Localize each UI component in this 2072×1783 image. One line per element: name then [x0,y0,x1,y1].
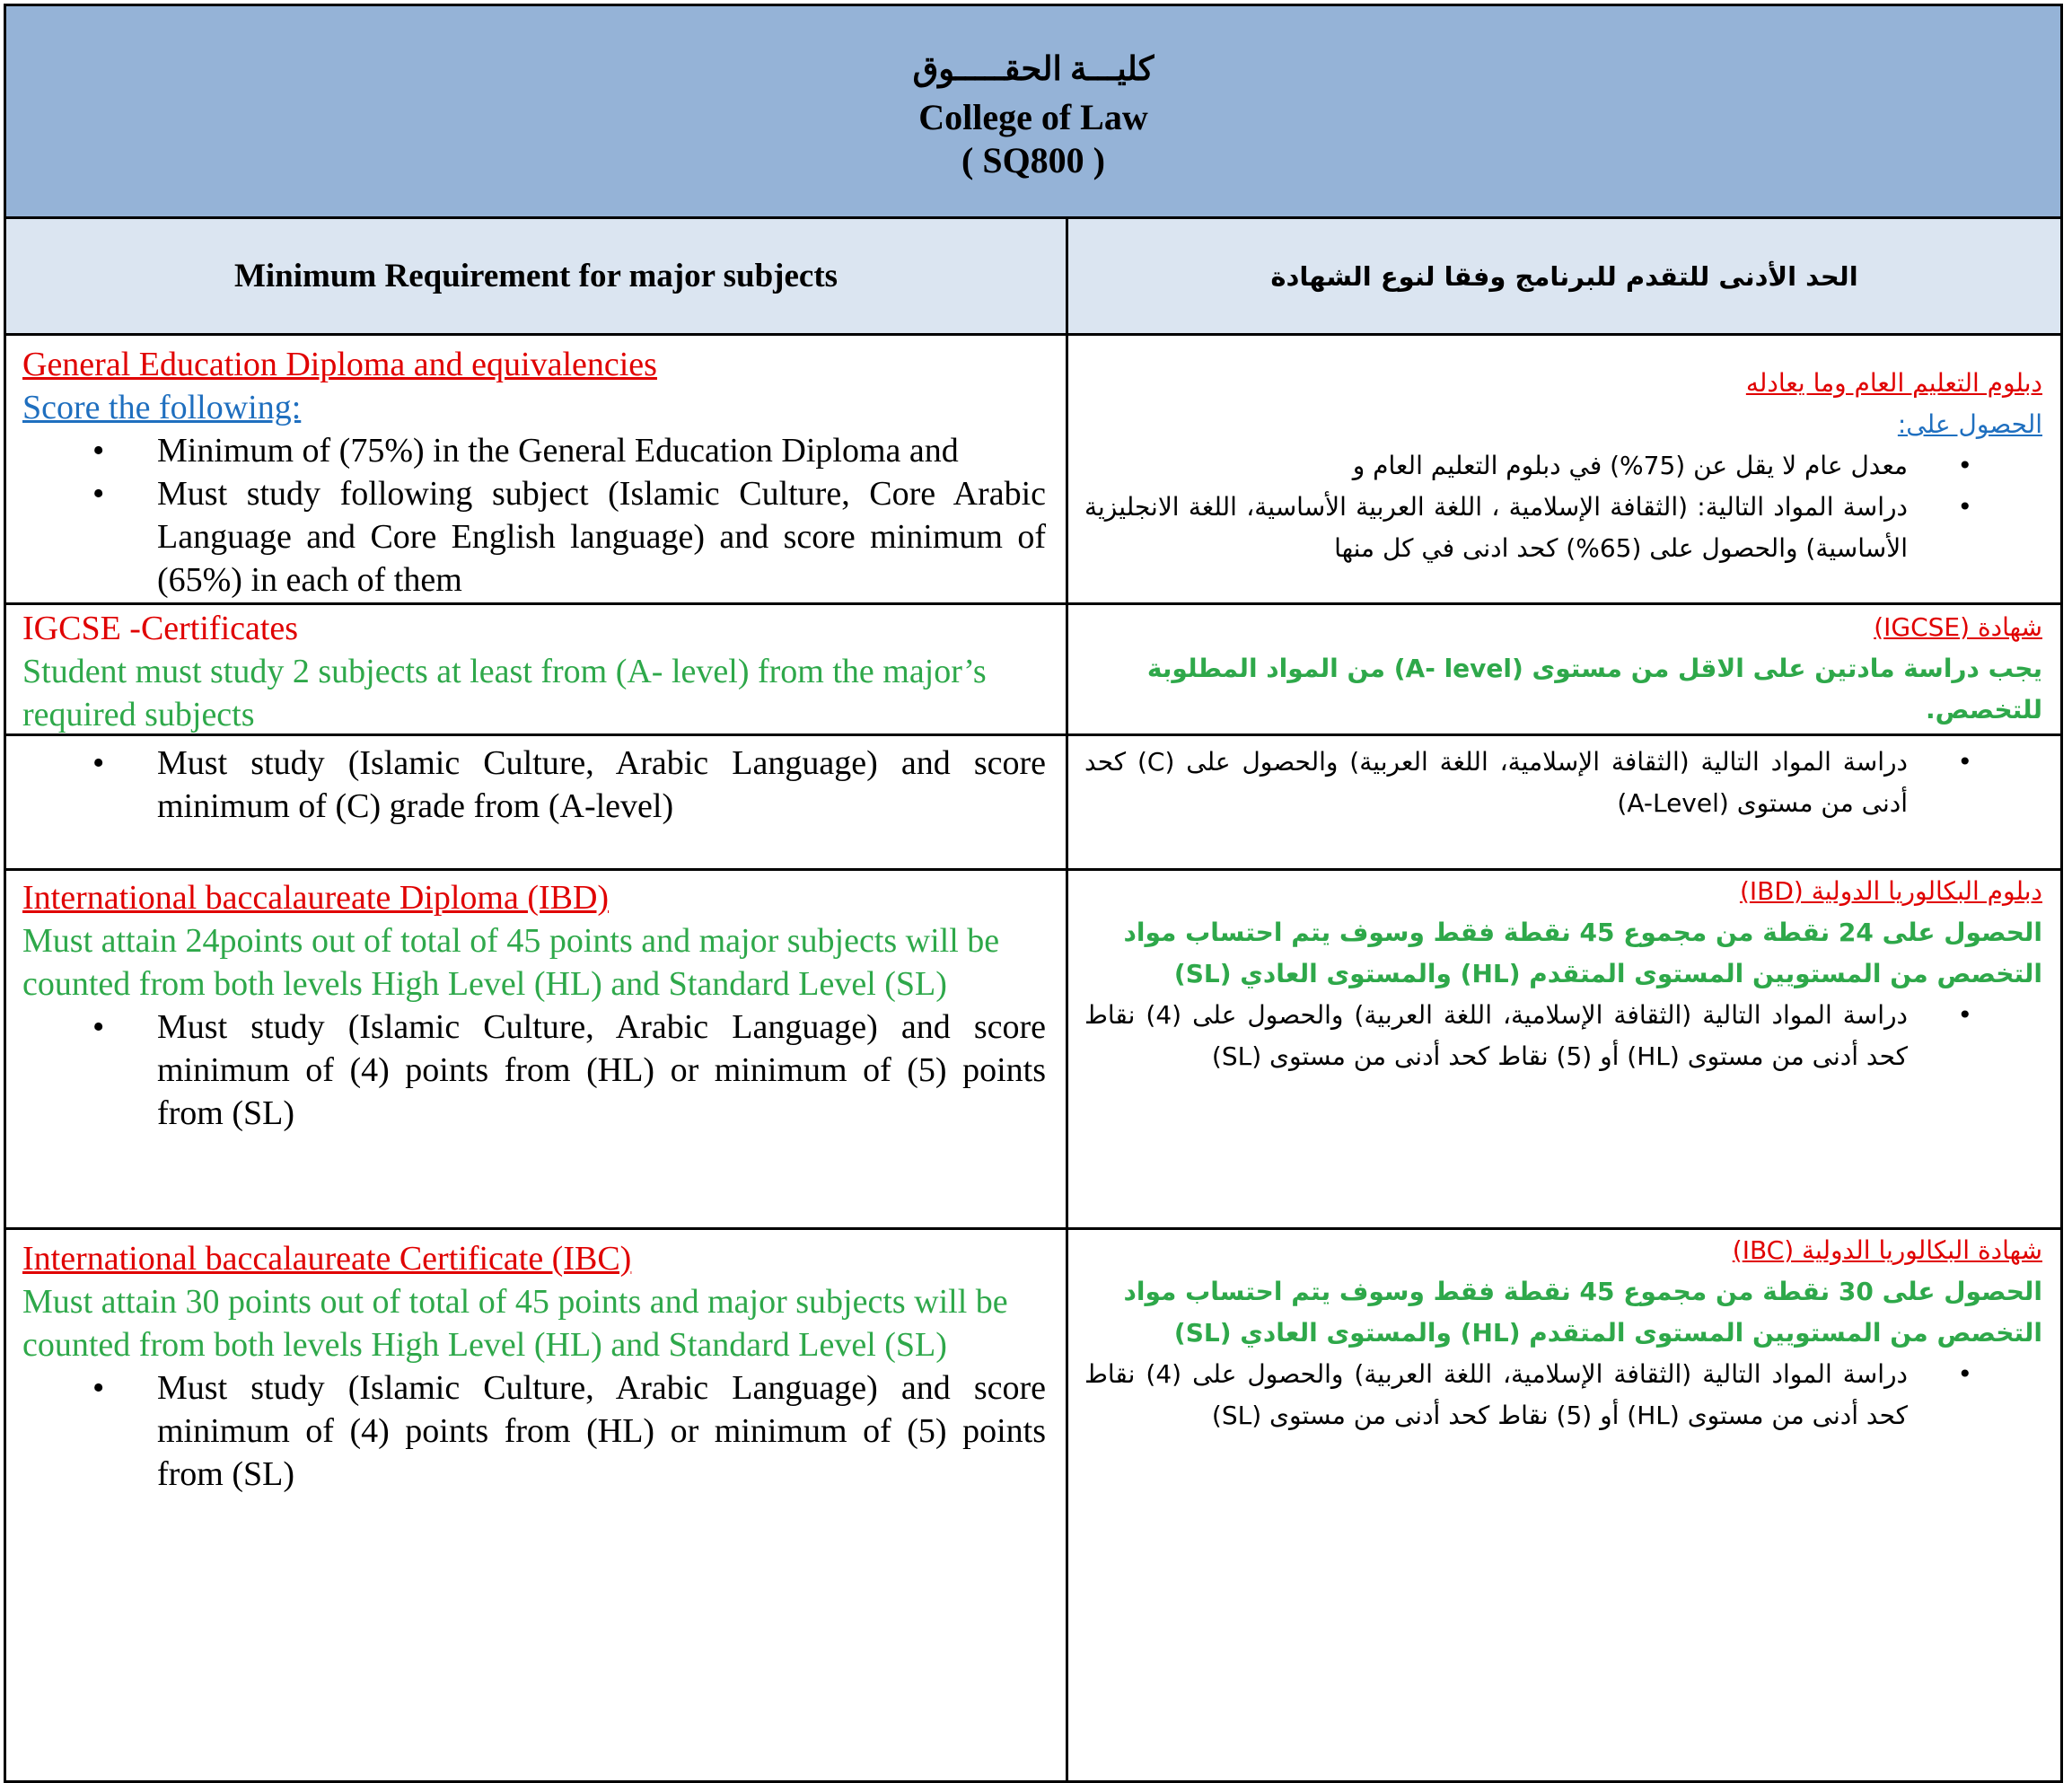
row-arabic-cell [1068,1230,2060,1780]
list-item: • Must study (Islamic Culture, Arabic Language) and score minimum of (C) grade from (A-level) [157,742,1046,828]
row-body: Must attain 30 points out of total of 45 points and major subjects will be counted from both levels High Level (HL) and Standard Level (SL) [22,1283,1008,1364]
bullet-list [22,742,1046,828]
bullet-list-arabic [1084,742,2042,824]
row-heading: General Education Diploma and equivalencies [22,346,657,383]
row-english-cell [6,736,1068,868]
list-item: • دراسة المواد التالية (الثقافة الإسلامية، اللغة العربية) والحصول على (4) نقاط كحد أدنى من مستوى (HL) أو (5) نقاط كحد أدنى من مستوى (SL) [1084,1354,1908,1436]
list-item: • معدل عام لا يقل عن (75%) في دبلوم التعليم العام و [1084,445,1908,487]
row-body: Student must study 2 subjects at least from (A- level) from the major’s required subjects [22,653,987,733]
row-arabic-cell [1068,605,2060,733]
row-heading-arabic: دبلوم البكالوريا الدولية (IBD) [1739,876,2042,906]
row-body-arabic: الحصول على 30 نقطة من مجموع 45 نقطة فقط وسوف يتم احتساب مواد التخصص من المستويين المستوى المتقدم (HL) والمستوى العادي (SL) [1123,1277,2042,1348]
row-heading-arabic: شهادة (IGCSE) [1874,612,2042,642]
list-item: • Must study (Islamic Culture, Arabic Language) and score minimum of (4) points from (HL) or minimum of (5) points from (SL) [157,1366,1046,1496]
program-code: ( SQ800 ) [961,140,1105,180]
bullet-list-arabic [1084,445,2042,569]
bullet-list-arabic [1084,1354,2042,1436]
row-arabic-cell [1068,871,2060,1227]
page-header [4,4,2063,219]
table-row [4,871,2063,1230]
list-item: • دراسة المواد التالية: (الثقافة الإسلامية ، اللغة العربية الأساسية، اللغة الانجليزية الأساسية) والحصول على (65%) كحد ادنى في كل منها [1084,487,1908,569]
row-heading-arabic: دبلوم التعليم العام وما يعادله [1745,368,2042,398]
bullet-list-arabic [1084,995,2042,1077]
row-body-arabic: يجب دراسة مادتين على الاقل من مستوى (A- level) من المواد المطلوبة للتخصص. [1146,654,2042,725]
bullet-list [22,1006,1046,1135]
row-heading: IGCSE -Certificates [22,610,299,647]
row-arabic-cell [1068,336,2060,602]
list-item: • Minimum of (75%) in the General Education Diploma and [157,429,1046,472]
row-body-arabic: الحصول على 24 نقطة من مجموع 45 نقطة فقط وسوف يتم احتساب مواد التخصص من المستويين المستوى المتقدم (HL) والمستوى العادي (SL) [1123,918,2042,988]
column-header-arabic: الحد الأدنى للتقدم للبرنامج وفقا لنوع الشهادة [1270,260,1858,292]
list-item: • دراسة المواد التالية (الثقافة الإسلامية، اللغة العربية) والحصول على (C) كحد أدنى من مستوى (A-Level) [1084,742,1908,824]
row-body: Must attain 24points out of total of 45 points and major subjects will be counted from both levels High Level (HL) and Standard Level (SL) [22,922,1000,1003]
row-english-cell [6,605,1068,733]
row-subheading-arabic: الحصول على: [1897,409,2042,439]
table-row [4,736,2063,871]
column-header-english: Minimum Requirement for major subjects [6,219,1068,333]
row-english-cell [6,1230,1068,1780]
table-row [4,605,2063,736]
list-item: • Must study following subject (Islamic Culture, Core Arabic Language and Core English language) and score minimum of (65%) in each of them [157,472,1046,602]
row-subheading: Score the following: [22,389,302,426]
row-heading-arabic: شهادة البكالوريا الدولية (IBC) [1732,1235,2042,1265]
list-item: • Must study (Islamic Culture, Arabic Language) and score minimum of (4) points from (HL) or minimum of (5) points from (SL) [157,1006,1046,1135]
header-title-arabic: كليـــة الحقـــــوق [912,51,1155,88]
bullet-list [22,429,1046,602]
row-english-cell [6,871,1068,1227]
bullet-list [22,1366,1046,1496]
row-heading: International baccalaureate Certificate (IBC) [22,1240,632,1278]
list-item: • دراسة المواد التالية (الثقافة الإسلامية، اللغة العربية) والحصول على (4) نقاط كحد أدنى من مستوى (HL) أو (5) نقاط كحد أدنى من مستوى (SL) [1084,995,1908,1077]
header-title-english: College of Law [918,97,1148,137]
table-row [4,1230,2063,1783]
table-row [4,336,2063,605]
row-heading: International baccalaureate Diploma (IBD) [22,879,610,917]
row-english-cell [6,336,1068,602]
row-arabic-cell [1068,736,2060,868]
table-column-headers [4,219,2063,336]
